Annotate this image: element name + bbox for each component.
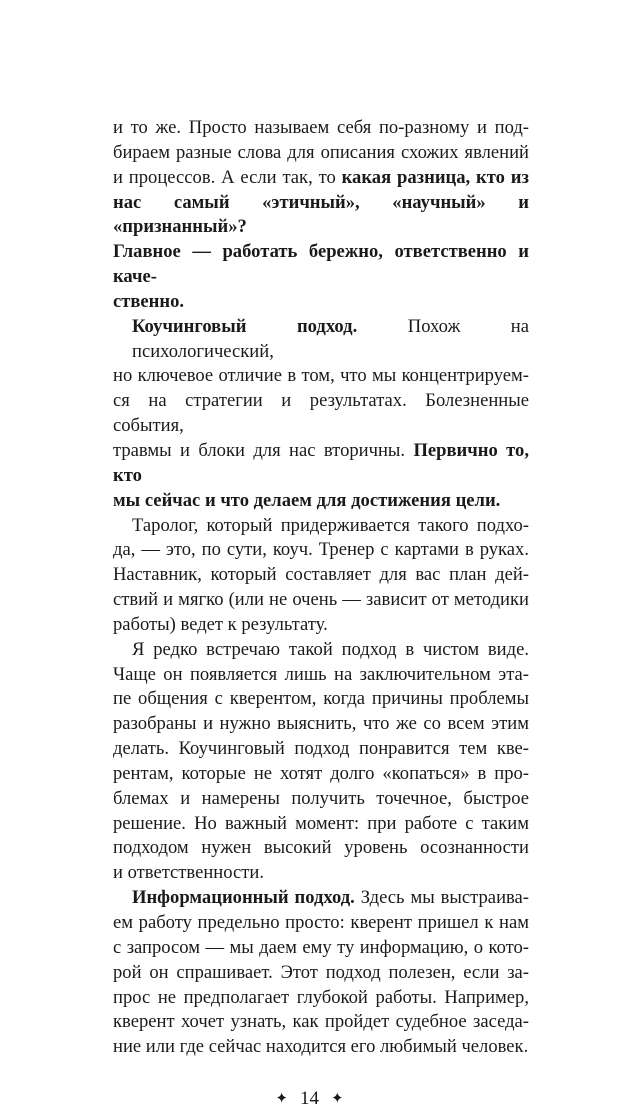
body-text: решение. Но важный момент: при работе с таким (113, 812, 529, 834)
text-line (113, 563, 529, 588)
text-line (113, 861, 529, 886)
text-line (113, 613, 529, 638)
text-line (113, 961, 529, 986)
body-text: Чаще он появляется лишь на заключительном эта- (113, 663, 529, 685)
text-line (113, 588, 529, 613)
bold-text: мы сейчас и что делаем для достижения цели. (113, 489, 501, 511)
text-line (113, 141, 529, 166)
text-line (113, 812, 529, 837)
body-text: травмы и блоки для нас вторичны. (113, 439, 414, 461)
body-text: блемах и намерены получить точечное, быстрое (113, 787, 529, 809)
body-text: Я редко встречаю такой подход в чистом виде. (132, 638, 529, 660)
body-text: рой он спрашивает. Этот подход полезен, если за- (113, 961, 529, 983)
bold-text: какая разница, кто из (341, 166, 529, 188)
bold-text: Первично то, кто (113, 439, 529, 486)
body-text: кверент хочет узнать, как пройдет судебное заседа- (113, 1011, 529, 1033)
page-body (113, 116, 529, 1060)
body-text: работы) ведет к результату. (113, 613, 328, 635)
body-text: да, — это, по сути, коуч. Тренер с картами в руках. (113, 539, 529, 561)
body-text: но ключевое отличие в том, что мы концентрируем- (113, 365, 529, 387)
text-line (113, 836, 529, 861)
text-line (113, 514, 529, 539)
text-line (113, 489, 529, 514)
text-line (113, 116, 529, 141)
body-text: рентам, которые не хотят долго «копаться» в про- (113, 762, 529, 784)
text-line (113, 886, 529, 911)
body-text: Наставник, который составляет для вас план дей- (113, 564, 529, 586)
text-line (113, 787, 529, 812)
text-line (113, 737, 529, 762)
text-line (113, 986, 529, 1011)
body-text: бираем разные слова для описания схожих явлений (113, 141, 529, 163)
bold-text: нас самый «этичный», «научный» и «признанный»? (113, 191, 529, 238)
text-line (113, 1035, 529, 1060)
text-line (113, 687, 529, 712)
text-line (113, 911, 529, 936)
body-text: подходом нужен высокий уровень осознанности (113, 837, 529, 859)
text-line (113, 389, 529, 439)
body-text: и процессов. А если так, то (113, 166, 342, 188)
body-text: пе общения с кверентом, когда причины проблемы (113, 688, 529, 710)
text-line (113, 439, 529, 489)
body-text: ствий и мягко (или не очень — зависит от методики (113, 589, 529, 611)
text-line (113, 191, 529, 241)
page (0, 116, 619, 1112)
text-line (113, 762, 529, 787)
body-text: делать. Коучинговый подход понравится тем кве- (113, 738, 529, 760)
body-text: ся на стратегии и результатах. Болезненные события, (113, 390, 529, 437)
text-line (113, 712, 529, 737)
body-text: и то же. Просто называем себя по-разному и под- (113, 117, 529, 138)
bold-text: Главное — работать бережно, ответственно и каче- (113, 241, 529, 288)
text-line (113, 1010, 529, 1035)
body-text: ние или где сейчас находится его любимый человек. (113, 1036, 529, 1058)
body-text: Таролог, который придерживается такого подхо- (132, 514, 529, 536)
body-text: разобраны и нужно выяснить, что же со всем этим (113, 713, 529, 735)
text-line (113, 166, 529, 191)
bold-text: Информационный подход. (132, 887, 355, 909)
text-line (113, 936, 529, 961)
text-line (113, 364, 529, 389)
body-text: Похож на психологический, (132, 315, 530, 362)
star-ornament-icon: ✦ (275, 1091, 288, 1108)
text-line (113, 638, 529, 663)
page-footer (0, 1086, 619, 1112)
star-ornament-icon: ✦ (331, 1091, 344, 1108)
body-text: прос не предполагает глубокой работы. Например, (113, 986, 529, 1008)
text-line (113, 663, 529, 688)
body-text: Здесь мы выстраива- (354, 887, 529, 909)
text-line (113, 538, 529, 563)
bold-text: Коучинговый подход. (132, 315, 358, 337)
body-text: с запросом — мы даем ему ту информацию, о кото- (113, 936, 529, 958)
text-line (113, 315, 529, 365)
body-text: и ответственности. (113, 862, 264, 884)
bold-text: ственно. (113, 290, 185, 312)
page-number: 14 (300, 1088, 319, 1110)
text-line (113, 240, 529, 290)
text-line (113, 290, 529, 315)
body-text: ем работу предельно просто: кверент пришел к нам (113, 912, 529, 933)
